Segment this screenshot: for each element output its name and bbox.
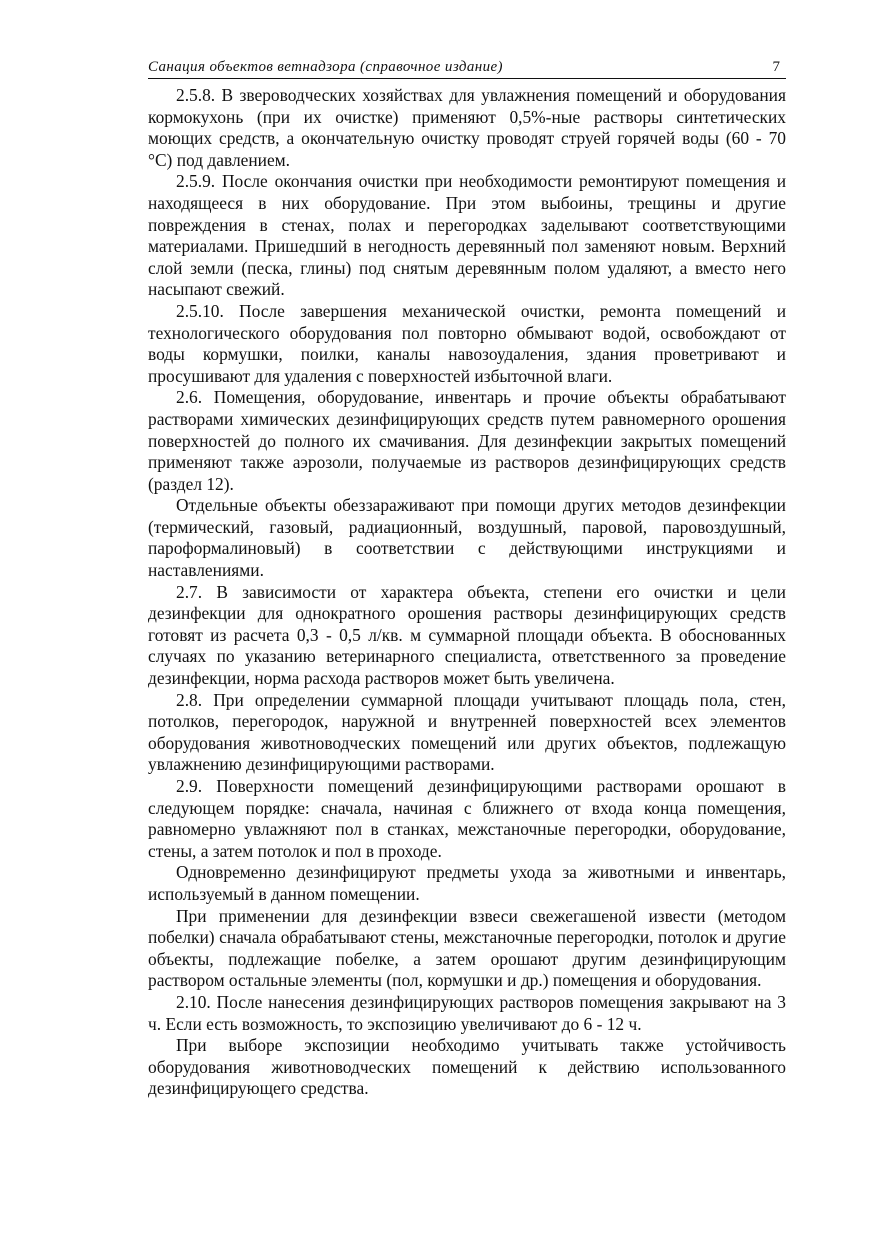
paragraph-2-6-other-methods: Отдельные объекты обеззараживают при помощи других методов дезинфекции (термический, газовый, радиационный, воздушный, паровой, паровоздушный, пароформалиновый) в соответствии с действующими инструкциями и наставлениями. xyxy=(148,495,786,581)
paragraph-2-9-whitewash: При применении для дезинфекции взвеси свежегашеной извести (методом побелки) сначала обрабатывают стены, межстаночные перегородки, потолок и другие объекты, подлежащие побелке, а затем орошают другим дезинфицирующим раствором остальные элементы (пол, кормушки и др.) помещения и оборудования. xyxy=(148,905,786,991)
running-header xyxy=(148,56,786,79)
paragraph-2-9: 2.9. Поверхности помещений дезинфицирующими растворами орошают в следующем порядке: сначала, начиная с ближнего от входа конца помещения, равномерно увлажняют пол в станках, межстаночные перегородки, оборудование, стены, а затем потолок и пол в проходе. xyxy=(148,776,786,861)
paragraph-2-8: 2.8. При определении суммарной площади учитывают площадь пола, стен, потолков, перегородок, наружной и внутренней поверхностей всех элементов оборудования животноводческих помещений или других объектов, подлежащую увлажнению дезинфицирующими растворами. xyxy=(148,689,786,775)
page-number: 7 xyxy=(772,59,780,75)
body-text xyxy=(148,85,786,1100)
paragraph-2-9-inventory: Одновременно дезинфицируют предметы ухода за животными и инвентарь, используемый в данном помещении. xyxy=(148,862,786,904)
paragraph-2-5-9: 2.5.9. После окончания очистки при необходимости ремонтируют помещения и находящееся в них оборудование. При этом выбоины, трещины и другие повреждения в стенах, полах и перегородках заделывают соответствующими материалами. Пришедший в негодность деревянный пол заменяют новым. Верхний слой земли (песка, глины) под снятым деревянным полом удаляют, а вместо него насыпают свежий. xyxy=(148,171,786,300)
paragraph-2-7: 2.7. В зависимости от характера объекта, степени его очистки и цели дезинфекции для однократного орошения растворы дезинфицирующих средств готовят из расчета 0,3 - 0,5 л/кв. м суммарной площади объекта. В обоснованных случаях по указанию ветеринарного специалиста, ответственного за проведение дезинфекции, норма расхода растворов может быть увеличена. xyxy=(148,581,786,689)
header-title: Санация объектов ветнадзора (справочное издание) xyxy=(148,59,503,75)
paragraph-2-5-8: 2.5.8. В звероводческих хозяйствах для увлажнения помещений и оборудования кормокухонь (при их очистке) применяют 0,5%-ные растворы синтетических моющих средств, а окончательную очистку проводят струей горячей воды (60 - 70 °С) под давлением. xyxy=(148,85,786,170)
document-page xyxy=(148,56,786,1100)
paragraph-2-6: 2.6. Помещения, оборудование, инвентарь и прочие объекты обрабатывают растворами химических дезинфицирующих средств путем равномерного орошения поверхностей до полного их смачивания. Для дезинфекции закрытых помещений применяют также аэрозоли, получаемые из растворов дезинфицирующих средств (раздел 12). xyxy=(148,387,786,494)
paragraph-2-10: 2.10. После нанесения дезинфицирующих растворов помещения закрывают на 3 ч. Если есть возможность, то экспозицию увеличивают до 6 - 12 ч. xyxy=(148,991,786,1034)
paragraph-2-5-10: 2.5.10. После завершения механической очистки, ремонта помещений и технологического оборудования пол повторно обмывают водой, освобождают от воды кормушки, поилки, каналы навозоудаления, здания проветривают и просушивают для удаления с поверхностей избыточной влаги. xyxy=(148,300,786,386)
paragraph-2-10-exposure: При выборе экспозиции необходимо учитывать также устойчивость оборудования животноводческих помещений к действию использованного дезинфицирующего средства. xyxy=(148,1035,786,1099)
